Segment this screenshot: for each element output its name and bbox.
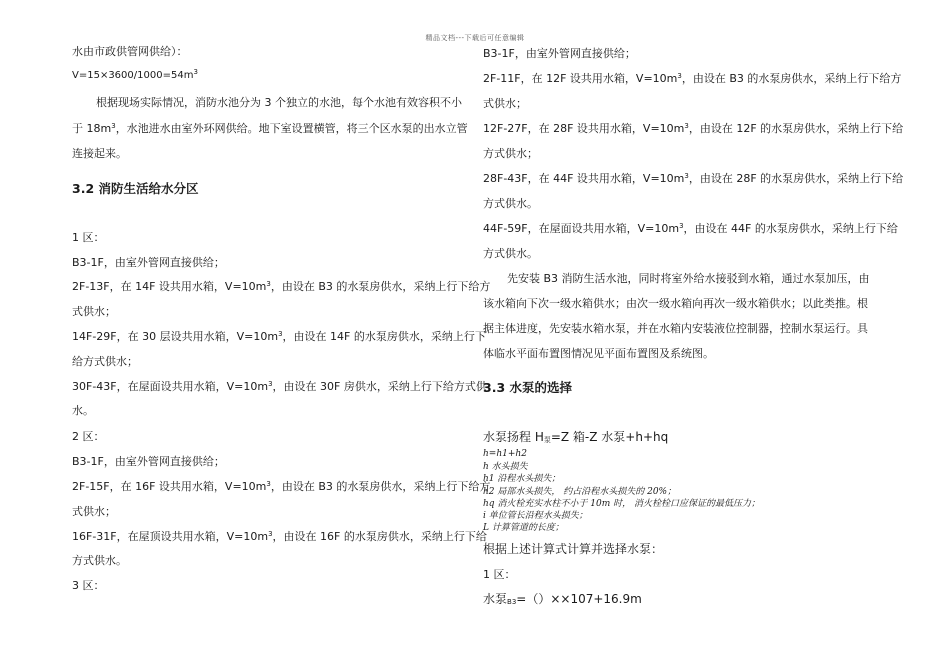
- text-line: B3-1F，由室外管网直接供给；: [72, 455, 225, 468]
- text-line: 16F-31F，在屋顶设共用水箱，$V=10m^3$，由设在 16F 的水泵房供水，采纳上行下给: [72, 530, 487, 543]
- formula-note: L 计算管道的长度；: [483, 523, 564, 533]
- text-line: 28F-43F，在 44F 设共用水箱，$V=10m^3$，由设在 28F 的水泵房供水，采纳上行下给: [483, 172, 904, 185]
- text-line: 44F-59F，在屋面设共用水箱，$V=10m^3$，由设在 44F 的水泵房供水，采纳上行下给: [483, 222, 898, 235]
- text-line: 12F-27F，在 28F 设共用水箱，$V=10m^3$，由设在 12F 的水泵房供水，采纳上行下给: [483, 122, 904, 135]
- formula-line: 水泵$_{B3}$=（）××107+16.9m: [483, 592, 642, 606]
- page-header: 精品文档---下载后可任意编辑: [425, 34, 525, 42]
- formula-line: 水泵扬程 $H_泵=Z$ 箱-Z 水泵+h+hq: [483, 430, 669, 444]
- formula-note: h1 沿程水头损失；: [483, 474, 561, 484]
- text-line: 式供水；: [72, 505, 116, 518]
- text-line: 2 区：: [72, 430, 105, 443]
- text-line: 1 区：: [483, 568, 516, 581]
- text-line: 方式供水。: [483, 247, 538, 260]
- formula-note: h2 局部水头损失， 约占沿程水头损失的 20%；: [483, 487, 677, 497]
- text-line: 30F-43F，在屋面设共用水箱，$V=10m^3$，由设在 30F 房供水，采纳上行下给方式供: [72, 380, 487, 393]
- formula-note: i 单位管长沿程水头损失；: [483, 511, 588, 521]
- formula-note: hq 消火栓充实水柱不小于 10m 时， 消火栓栓口应保证的最低压力；: [483, 499, 760, 509]
- text-line: 方式供水；: [483, 147, 538, 160]
- text-line: 该水箱向下次一级水箱供水；由次一级水箱向再次一级水箱供水；以此类推。根: [483, 297, 868, 310]
- text-line: B3-1F，由室外管网直接供给；: [483, 47, 636, 60]
- formula-note: h=h1+h2: [483, 449, 527, 459]
- text-line: 1 区：: [72, 231, 105, 244]
- text-line: 先安装 B3 消防生活水池，同时将室外给水接驳到水箱，通过水泵加压，由: [507, 272, 870, 285]
- text-line: 根据现场实际情况，消防水池分为 3 个独立的水池，每个水池有效容积不小: [96, 96, 462, 109]
- text-line: 连接起来。: [72, 147, 127, 160]
- formula-note: h 水头损失: [483, 462, 528, 472]
- section-heading-3-2: 3.2 消防生活给水分区: [72, 181, 199, 196]
- text-line: 据主体进度，先安装水箱水泵，并在水箱内安装液位控制器，控制水泵运行。具: [483, 322, 868, 335]
- text-line: 水。: [72, 404, 94, 417]
- text-line: 2F-13F，在 14F 设共用水箱，$V=10m^3$，由设在 B3 的水泵房供水，采纳上行下给方: [72, 280, 491, 293]
- text-line: B3-1F，由室外管网直接供给；: [72, 256, 225, 269]
- text-line: 2F-11F，在 12F 设共用水箱，$V=10m^3$，由设在 B3 的水泵房供水，采纳上行下给方: [483, 72, 902, 85]
- text-line: 于 $18m^3$，水池进水由室外环网供给。地下室设置横管，将三个区水泵的出水立管: [72, 122, 468, 135]
- text-line: 3 区：: [72, 579, 105, 592]
- text-line: 方式供水。: [72, 554, 127, 567]
- text-line: 2F-15F，在 16F 设共用水箱，$V=10m^3$，由设在 B3 的水泵房供水，采纳上行下给方: [72, 480, 491, 493]
- section-heading-3-3: 3.3 水泵的选择: [483, 380, 572, 395]
- text-line: 体临水平面布置图情况见平面布置图及系统图。: [483, 347, 714, 360]
- text-line: 式供水；: [72, 305, 116, 318]
- text-line: 给方式供水；: [72, 355, 138, 368]
- text-line: 水由市政供管网供给）：: [72, 45, 188, 58]
- text-line: 根据上述计算式计算并选择水泵：: [483, 542, 664, 556]
- text-line: 方式供水。: [483, 197, 538, 210]
- text-line: 式供水；: [483, 97, 527, 110]
- text-line: 14F-29F，在 30 层设共用水箱，$V=10m^3$，由设在 14F 的水泵房供水，采纳上行下: [72, 330, 486, 343]
- formula-line: $V=15\times 3600/1000=54m^3$: [72, 68, 198, 81]
